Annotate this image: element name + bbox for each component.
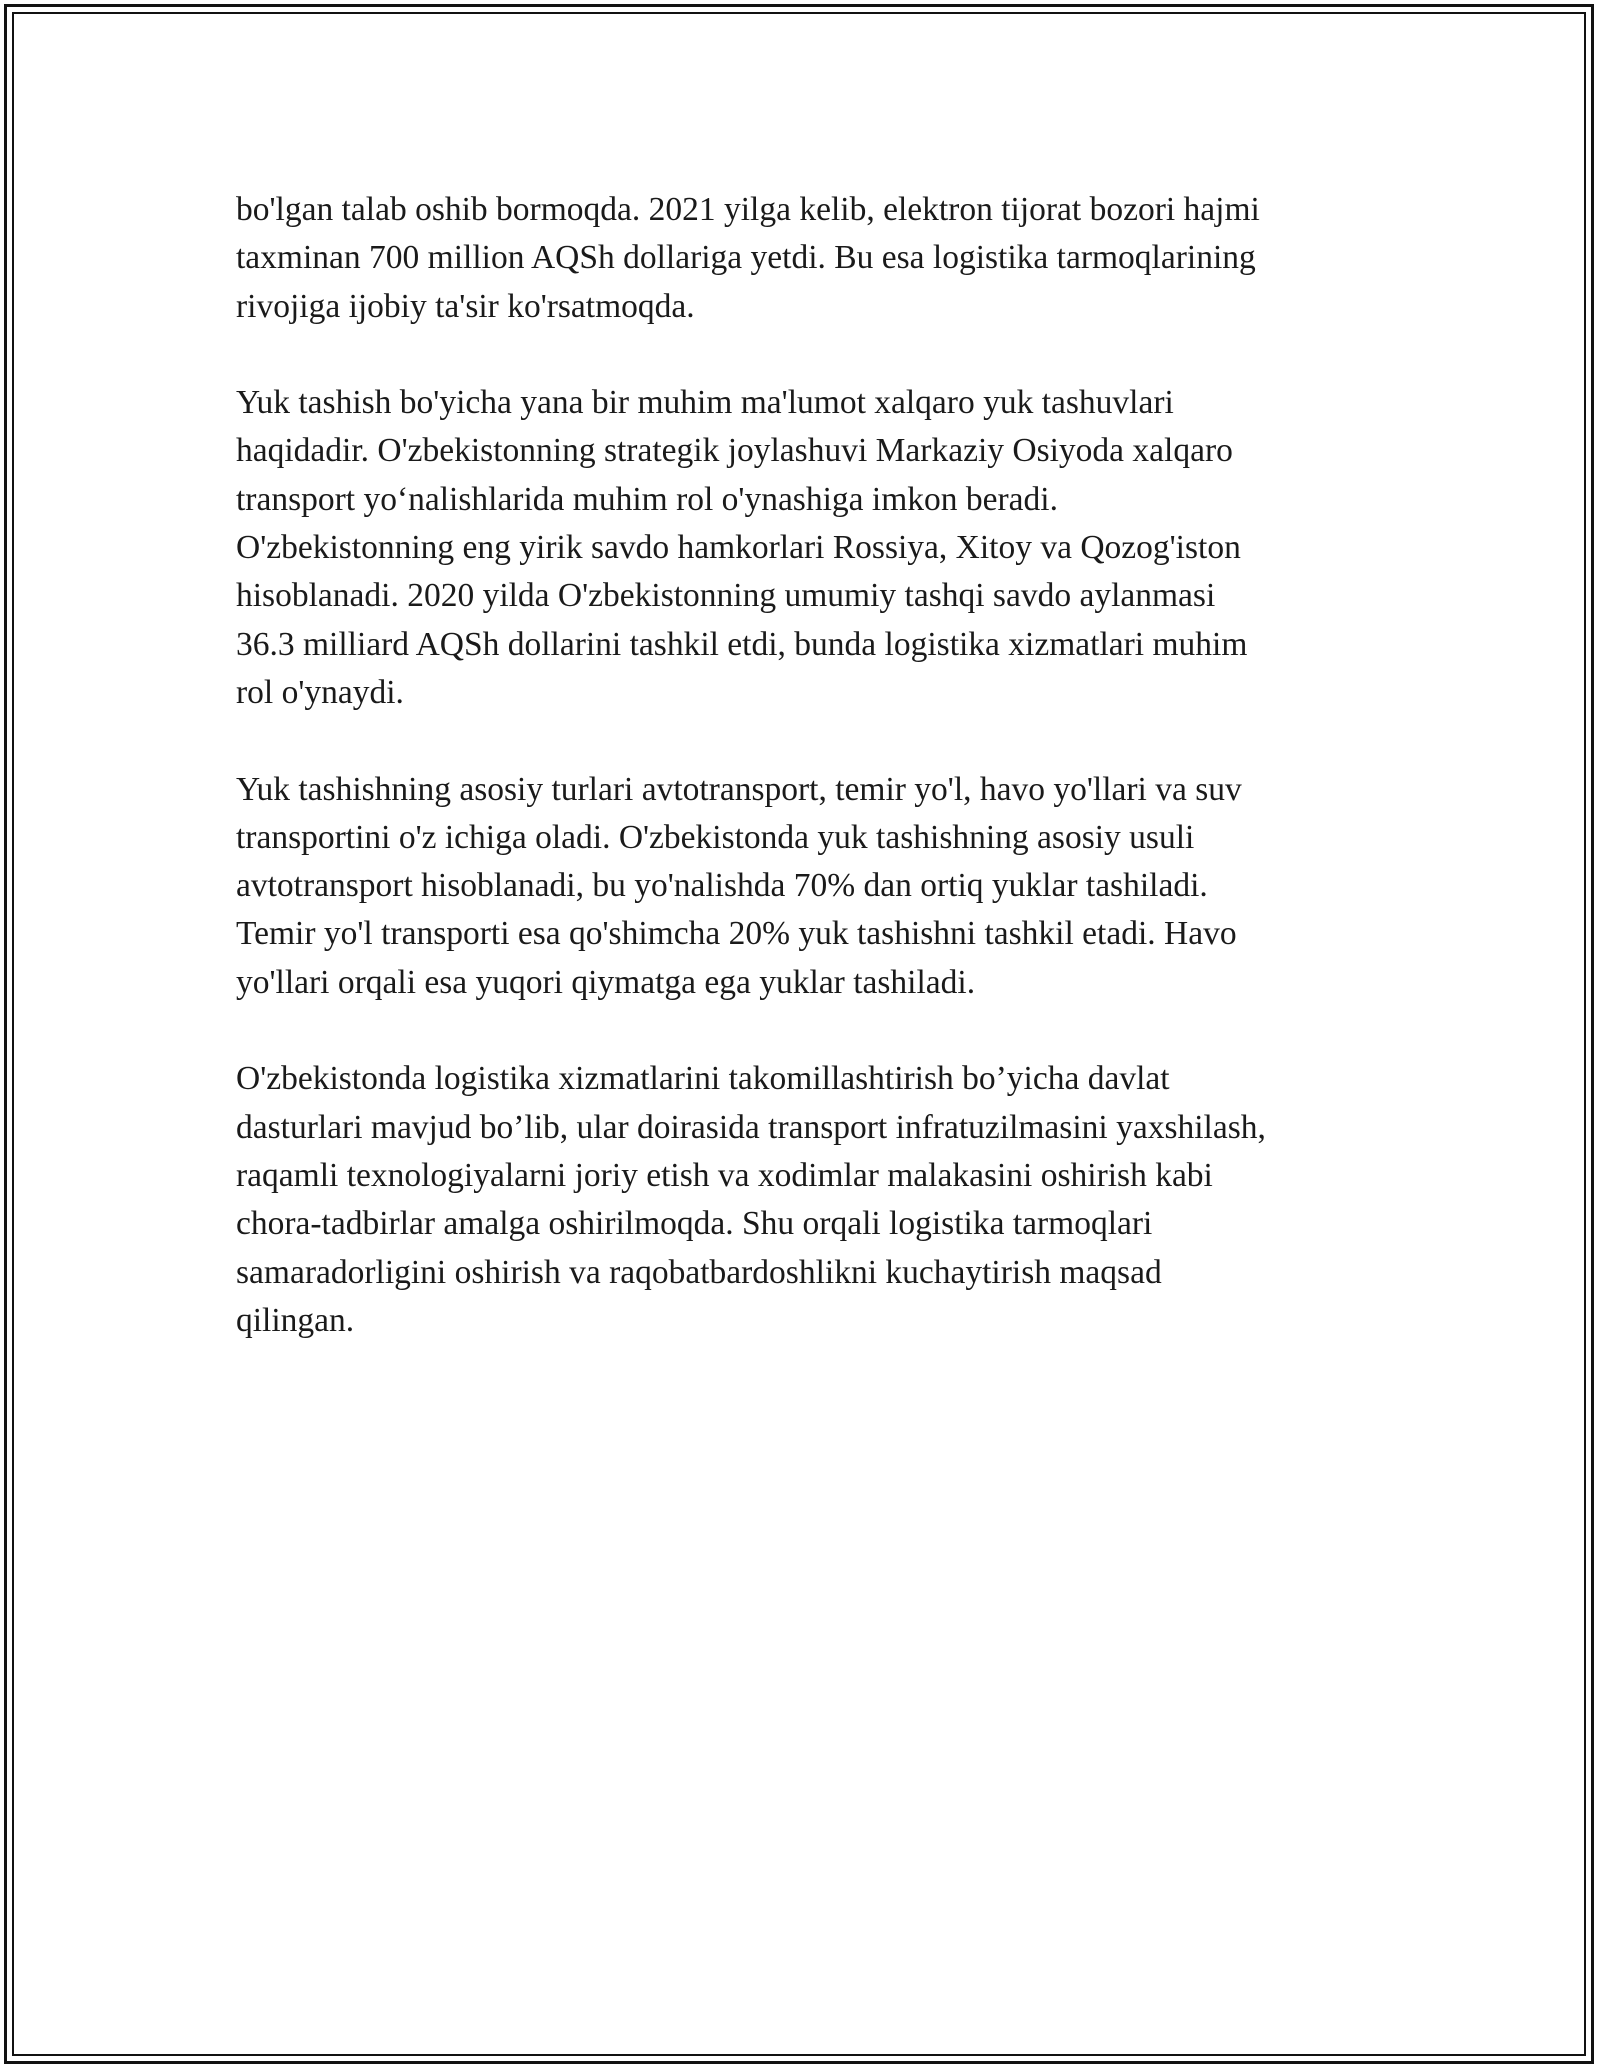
text-line: rivojiga ijobiy ta'sir ko'rsatmoqda. [236, 287, 695, 325]
text-line: rol o'ynaydi. [236, 673, 404, 711]
paragraph-transport-types [236, 766, 1376, 1007]
text-line: O'zbekistonda logistika xizmatlarini takomillashtirish bo’yicha davlat [236, 1060, 1170, 1098]
text-line: O'zbekistonning eng yirik savdo hamkorlari Rossiya, Xitoy va Qozog'iston [236, 529, 1241, 567]
text-line: haqidadir. O'zbekistonning strategik joylashuvi Markaziy Osiyoda xalqaro [236, 432, 1233, 470]
text-line: chora-tadbirlar amalga oshirilmoqda. Shu orqali logistika tarmoqlari [236, 1205, 1153, 1243]
text-line: bo'lgan talab oshib bormoqda. 2021 yilga kelib, elektron tijorat bozori hajmi [236, 191, 1260, 228]
text-line: raqamli texnologiyalarni joriy etish va xodimlar malakasini oshirish kabi [236, 1156, 1213, 1194]
text-line: taxminan 700 million AQSh dollariga yetdi. Bu esa logistika tarmoqlarining [236, 239, 1256, 277]
text-line: transportini o'z ichiga oladi. O'zbekistonda yuk tashishning asosiy usuli [236, 818, 1195, 856]
text-line: Temir yo'l transporti esa qo'shimcha 20% yuk tashishni tashkil etadi. Havo [236, 915, 1237, 953]
text-line: Yuk tashish bo'yicha yana bir muhim ma'lumot xalqaro yuk tashuvlari [236, 384, 1174, 422]
paragraph-ecommerce [236, 186, 1376, 331]
text-line: samaradorligini oshirish va raqobatbardoshlikni kuchaytirish maqsad [236, 1253, 1162, 1291]
text-line: Yuk tashishning asosiy turlari avtotransport, temir yo'l, havo yo'llari va suv [236, 770, 1242, 808]
text-line: avtotransport hisoblanadi, bu yo'nalishda 70% dan ortiq yuklar tashiladi. [236, 867, 1208, 905]
text-line: qilingan. [236, 1301, 355, 1339]
text-line: yo'llari orqali esa yuqori qiymatga ega yuklar tashiladi. [236, 963, 976, 1001]
text-line: transport yo‘nalishlarida muhim rol o'ynashiga imkon beradi. [236, 480, 1058, 518]
document-body [236, 186, 1376, 1393]
paragraph-international-freight [236, 379, 1376, 717]
paragraph-state-programs [236, 1055, 1376, 1345]
text-line: 36.3 milliard AQSh dollarini tashkil etdi, bunda logistika xizmatlari muhim [236, 625, 1248, 663]
text-line: hisoblanadi. 2020 yilda O'zbekistonning umumiy tashqi savdo aylanmasi [236, 577, 1216, 615]
text-line: dasturlari mavjud bo’lib, ular doirasida transport infratuzilmasini yaxshilash, [236, 1108, 1266, 1146]
